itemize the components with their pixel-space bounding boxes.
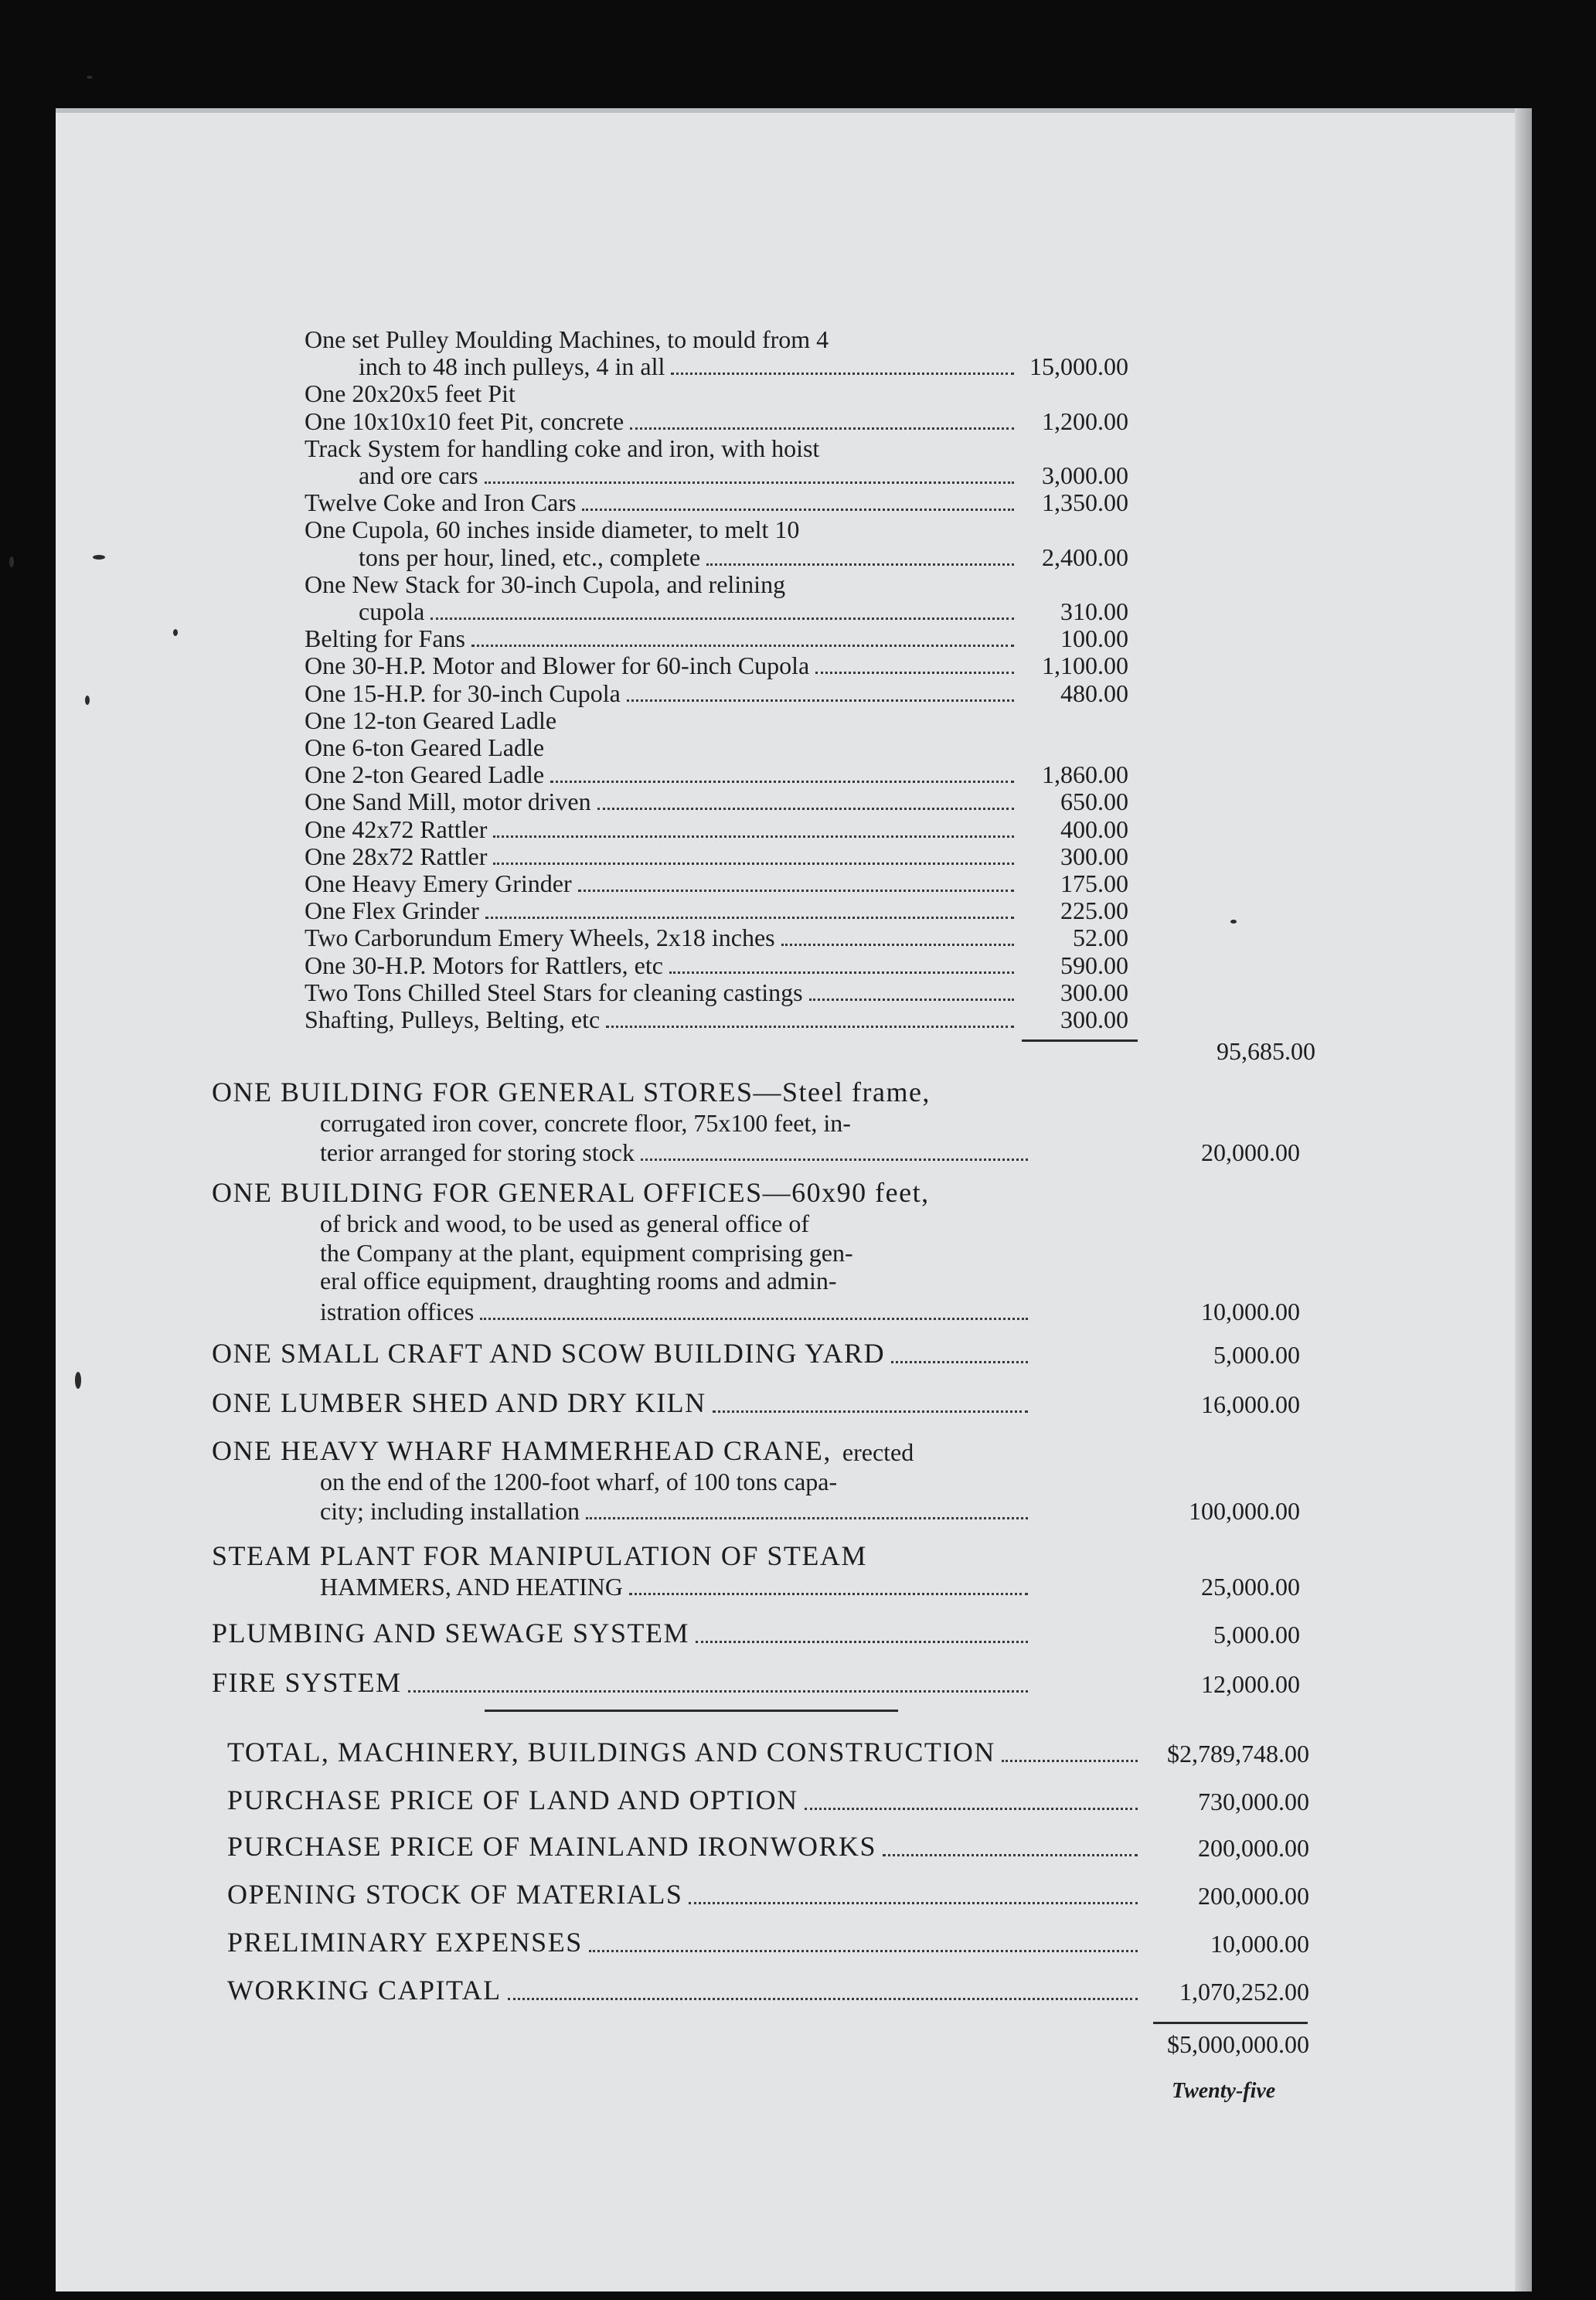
- line-label: HAMMERS, AND HEATING: [320, 1573, 624, 1601]
- subtotal-rule: [1022, 1039, 1138, 1042]
- dot-leader: [641, 1159, 1028, 1161]
- line-label: ONE HEAVY WHARF HAMMERHEAD CRANE,: [212, 1435, 832, 1466]
- line-label: tons per hour, lined, etc., complete: [359, 543, 701, 571]
- document-page: [56, 108, 1532, 2291]
- line-amount: 480.00: [1060, 679, 1128, 707]
- building-row: [212, 1618, 1308, 1652]
- summary-row: [227, 1831, 1317, 1866]
- dot-leader: [586, 1517, 1028, 1519]
- dot-leader: [578, 890, 1014, 892]
- line-label: One Heavy Emery Grinder: [305, 869, 572, 897]
- building-row: [212, 1387, 1308, 1422]
- line-label: on the end of the 1200-foot wharf, of 100 tons capa-: [320, 1468, 838, 1495]
- line-amount: 3,000.00: [1042, 461, 1128, 489]
- line-label: One New Stack for 30-inch Cupola, and relining: [305, 570, 786, 598]
- line-label: One 42x72 Rattler: [305, 815, 488, 843]
- line-amount: 52.00: [1073, 924, 1128, 952]
- section-divider: [485, 1710, 898, 1712]
- line-amount: 12,000.00: [1201, 1670, 1300, 1698]
- line-amount: 5,000.00: [1213, 1621, 1300, 1648]
- dot-leader: [627, 699, 1014, 702]
- dot-leader: [696, 1641, 1028, 1643]
- dot-leader: [883, 1854, 1138, 1856]
- building-row: [212, 1540, 1308, 1575]
- line-label: PURCHASE PRICE OF MAINLAND IRONWORKS: [227, 1831, 877, 1862]
- scan-speck: [85, 696, 90, 705]
- line-amount: 590.00: [1060, 951, 1128, 979]
- line-label: ONE BUILDING FOR GENERAL OFFICES—60x90 feet,: [212, 1177, 930, 1208]
- dot-leader: [891, 1361, 1028, 1363]
- line-label: corrugated iron cover, concrete floor, 75x100 feet, in-: [320, 1109, 851, 1137]
- line-amount: 25,000.00: [1201, 1573, 1300, 1601]
- line-amount: 1,350.00: [1042, 488, 1128, 517]
- line-label: One 12-ton Geared Ladle: [305, 706, 557, 734]
- line-label: One Flex Grinder: [305, 897, 479, 925]
- dot-leader: [589, 1950, 1138, 1952]
- dot-leader: [493, 835, 1014, 838]
- line-label: One 6-ton Geared Ladle: [305, 733, 545, 761]
- line-label: One 28x72 Rattler: [305, 842, 488, 870]
- line-label: TOTAL, MACHINERY, BUILDINGS AND CONSTRUCTION: [227, 1737, 995, 1768]
- line-amount: 650.00: [1060, 788, 1128, 816]
- line-label: PLUMBING AND SEWAGE SYSTEM: [212, 1618, 690, 1648]
- building-row: [320, 1139, 1308, 1170]
- line-label: One Sand Mill, motor driven: [305, 788, 591, 816]
- line-label: Track System for handling coke and iron, with hoist: [305, 434, 820, 462]
- building-row: [320, 1298, 1308, 1329]
- line-label: FIRE SYSTEM: [212, 1667, 402, 1698]
- dot-leader: [689, 1902, 1138, 1904]
- line-amount: 300.00: [1060, 978, 1128, 1006]
- line-amount: $2,789,748.00: [1167, 1740, 1309, 1768]
- building-row: [320, 1574, 1308, 1604]
- line-label: cupola: [359, 597, 425, 625]
- line-label: One 15-H.P. for 30-inch Cupola: [305, 679, 621, 707]
- scan-speck: [75, 1372, 81, 1389]
- line-amount: 200,000.00: [1198, 1834, 1309, 1862]
- building-row: [320, 1210, 1308, 1241]
- scan-speck: [93, 555, 105, 560]
- grand-total: $5,000,000.00: [1167, 2030, 1309, 2058]
- summary-row: [227, 1737, 1317, 1771]
- dot-leader: [630, 427, 1014, 430]
- building-row: [212, 1338, 1308, 1373]
- equipment-total: 95,685.00: [1217, 1037, 1315, 1066]
- equipment-row: [305, 1006, 1136, 1037]
- building-row: [320, 1110, 1308, 1141]
- dot-leader: [1002, 1760, 1138, 1762]
- dot-leader: [508, 1998, 1138, 2000]
- line-amount: 310.00: [1060, 597, 1128, 625]
- scan-speck: [87, 76, 93, 79]
- dot-leader: [606, 1026, 1014, 1028]
- summary-row: [227, 1879, 1317, 1914]
- line-label: One 30-H.P. Motor and Blower for 60-inch Cupola: [305, 652, 810, 680]
- page-number: Twenty-five: [1172, 2079, 1276, 2103]
- line-label: terior arranged for storing stock: [320, 1138, 635, 1166]
- dot-leader: [805, 1808, 1138, 1810]
- line-label: ONE SMALL CRAFT AND SCOW BUILDING YARD: [212, 1338, 886, 1369]
- dot-leader: [471, 645, 1014, 647]
- line-amount: 730,000.00: [1198, 1788, 1309, 1815]
- line-amount: 1,100.00: [1042, 652, 1128, 680]
- dot-leader: [706, 563, 1014, 566]
- line-label: STEAM PLANT FOR MANIPULATION OF STEAM: [212, 1540, 867, 1571]
- line-label: inch to 48 inch pulleys, 4 in all: [359, 352, 665, 381]
- line-amount: 10,000.00: [1210, 1930, 1309, 1958]
- dot-leader: [629, 1593, 1028, 1595]
- line-amount: 300.00: [1060, 842, 1128, 870]
- line-label: Twelve Coke and Iron Cars: [305, 488, 577, 517]
- line-label: city; including installation: [320, 1497, 580, 1525]
- dot-leader: [669, 971, 1014, 974]
- dot-leader: [713, 1410, 1028, 1413]
- line-amount: 1,200.00: [1042, 407, 1128, 435]
- line-label: One 10x10x10 feet Pit, concrete: [305, 407, 624, 435]
- dot-leader: [408, 1690, 1028, 1693]
- line-amount: 15,000.00: [1029, 352, 1128, 381]
- building-row: [320, 1468, 1308, 1499]
- line-label: Two Carborundum Emery Wheels, 2x18 inches: [305, 924, 775, 952]
- line-label: OPENING STOCK OF MATERIALS: [227, 1879, 683, 1910]
- line-label: and ore cars: [359, 461, 478, 489]
- line-label: PRELIMINARY EXPENSES: [227, 1927, 583, 1958]
- building-row: [320, 1240, 1308, 1271]
- dot-leader: [671, 373, 1014, 375]
- line-label: Shafting, Pulleys, Belting, etc: [305, 1005, 601, 1033]
- line-amount: 5,000.00: [1213, 1341, 1300, 1369]
- equipment-total-row: [1161, 1038, 1323, 1069]
- line-label: One 30-H.P. Motors for Rattlers, etc: [305, 951, 663, 979]
- building-row: [212, 1667, 1308, 1702]
- summary-row: [227, 1785, 1317, 1819]
- line-amount: 100.00: [1060, 624, 1128, 653]
- line-amount: 16,000.00: [1201, 1390, 1300, 1418]
- dot-leader: [582, 509, 1014, 511]
- line-label: istration offices: [320, 1298, 475, 1325]
- building-row: [212, 1435, 1308, 1470]
- line-label: PURCHASE PRICE OF LAND AND OPTION: [227, 1785, 798, 1815]
- line-amount: 225.00: [1060, 897, 1128, 925]
- dot-leader: [550, 781, 1014, 783]
- line-label: One 2-ton Geared Ladle: [305, 760, 545, 789]
- line-amount: 1,860.00: [1042, 760, 1128, 789]
- line-label: One set Pulley Moulding Machines, to mould from 4: [305, 325, 829, 353]
- line-label: Belting for Fans: [305, 624, 465, 653]
- line-label-continued: erected: [842, 1438, 914, 1466]
- line-label: ONE LUMBER SHED AND DRY KILN: [212, 1387, 706, 1418]
- grand-total-row: [1155, 2031, 1317, 2062]
- line-label: Two Tons Chilled Steel Stars for cleaning castings: [305, 978, 803, 1006]
- dot-leader: [493, 862, 1014, 865]
- line-amount: 400.00: [1060, 815, 1128, 843]
- dot-leader: [485, 481, 1014, 484]
- dot-leader: [485, 917, 1014, 919]
- line-label: WORKING CAPITAL: [227, 1975, 502, 2006]
- building-row: [320, 1498, 1308, 1529]
- dot-leader: [480, 1318, 1028, 1320]
- line-amount: 100,000.00: [1189, 1497, 1300, 1525]
- line-amount: 1,070,252.00: [1179, 1978, 1309, 2006]
- scan-speck: [9, 556, 14, 567]
- building-row: [212, 1177, 1308, 1212]
- scan-speck: [1230, 920, 1237, 924]
- line-amount: 175.00: [1060, 869, 1128, 897]
- summary-row: [227, 1927, 1317, 1961]
- building-row: [212, 1077, 1308, 1111]
- scan-speck: [173, 629, 178, 636]
- line-amount: 300.00: [1060, 1005, 1128, 1033]
- dot-leader: [597, 808, 1014, 810]
- grand-total-rule: [1153, 2022, 1308, 2024]
- line-label: One 20x20x5 feet Pit: [305, 379, 516, 408]
- building-row: [320, 1267, 1308, 1298]
- line-label: of brick and wood, to be used as general office of: [320, 1210, 809, 1237]
- line-label: eral office equipment, draughting rooms and admin-: [320, 1267, 837, 1295]
- line-label: One Cupola, 60 inches inside diameter, to melt 10: [305, 515, 800, 544]
- line-amount: 2,400.00: [1042, 543, 1128, 571]
- line-amount: 200,000.00: [1198, 1882, 1309, 1910]
- line-amount: 20,000.00: [1201, 1138, 1300, 1166]
- line-label: the Company at the plant, equipment comprising gen-: [320, 1239, 853, 1267]
- summary-row: [227, 1975, 1317, 2009]
- line-label: ONE BUILDING FOR GENERAL STORES—Steel frame,: [212, 1077, 931, 1107]
- dot-leader: [430, 618, 1014, 620]
- line-amount: 10,000.00: [1201, 1298, 1300, 1325]
